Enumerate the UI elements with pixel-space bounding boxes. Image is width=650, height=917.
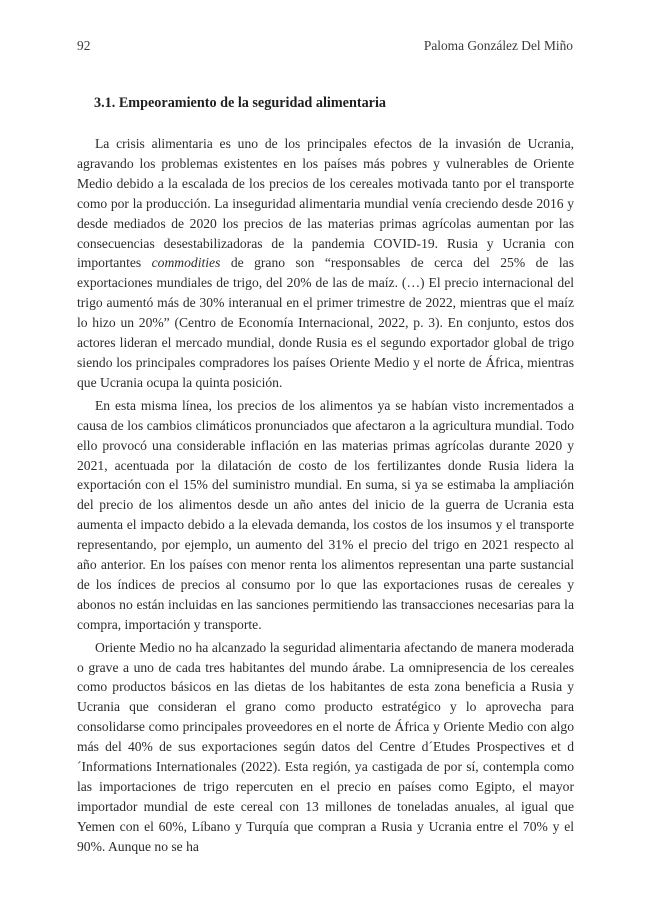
section-heading: 3.1. Empeoramiento de la seguridad alimentaria (94, 95, 387, 111)
paragraph-1 (77, 134, 574, 393)
paragraph-3: Oriente Medio no ha alcanzado la seguridad alimentaria afectando de manera moderada o grave a uno de cada tres habitantes del mundo árabe. La omnipresencia de los cereales como productos básicos en las dietas de los habitantes de esta zona beneficia a Rusia y Ucrania que consideran el grano como producto estratégico y lo aprovecha para consolidarse como principales proveedores en el norte de África y Oriente Medio con algo más del 40% de sus exportaciones según datos del Centre d´Etudes Prospectives et d´Informations Internationales (2022). Esta región, ya castigada de por sí, contempla como las importaciones de trigo repercuten en el precio en países como Egipto, el mayor importador mundial de este cereal con 13 millones de toneladas anuales, al igual que Yemen con el 60%, Líbano y Turquía que compran a Rusia y Ucrania entre el 70% y el 90%. Aunque no se ha (77, 639, 574, 854)
page-header (77, 38, 573, 58)
running-head-author: Paloma González Del Miño (423, 38, 573, 53)
paragraph-1-text-a: La crisis alimentaria es uno de los principales efectos de la invasión de Ucrania, agravando los problemas existentes en los países más pobres y vulnerables de Oriente Medio debido a la escalada de los precios de los cereales motivada tanto por el transporte como por la producción. La inseguridad alimentaria mundial venía creciendo desde 2016 y desde mediados de 2020 los precios de las materias primas agrícolas aumentan por las consecuencias desestabilizadoras de la pandemia COVID-19. Rusia y Ucrania con importantes (77, 136, 574, 271)
page-number: 92 (77, 38, 91, 53)
paragraph-1-text-b: de grano son “responsables de cerca del 25% de las exportaciones mundiales de trigo, del 20% de las de maíz. (…) El precio internacional del trigo aumentó más de 30% interanual en el primer trimestre de 2022, mientras que el maíz lo hizo un 20%” (Centro de Economía Internacional, 2022, p. 3). En conjunto, estos dos actores lideran el mercado mundial, donde Rusia es el segundo exportador global de trigo siendo los principales compradores los países Oriente Medio y el norte de África, mientras que Ucrania ocupa la quinta posición. (77, 255, 575, 390)
body-text (77, 134, 574, 857)
paragraph-1-italic-term: commodities (151, 255, 221, 271)
paragraph-2: En esta misma línea, los precios de los alimentos ya se habían visto incrementados a causa de los cambios climáticos pronunciados que afectaron a la agricultura mundial. Todo ello provocó una considerable inflación en las materias primas agrícolas durante 2020 y 2021, acentuada por la dilatación de costo de los fertilizantes donde Rusia lidera la exportación con el 15% del suministro mundial. En suma, si ya se estimaba la ampliación del precio de los alimentos desde un año antes del inicio de la guerra de Ucrania esta aumenta el impacto debido a la elevada demanda, los costos de los insumos y el transporte representando, por ejemplo, un aumento del 31% el precio del trigo en 2021 respecto al año anterior. En los países con menor renta los alimentos representan una parte sustancial de los índices de precios al consumo por lo que las exportaciones rusas de cereales y abonos no están incluidas en las sanciones permitiendo las transacciones necesarias para la compra, importación y transporte. (77, 397, 574, 632)
